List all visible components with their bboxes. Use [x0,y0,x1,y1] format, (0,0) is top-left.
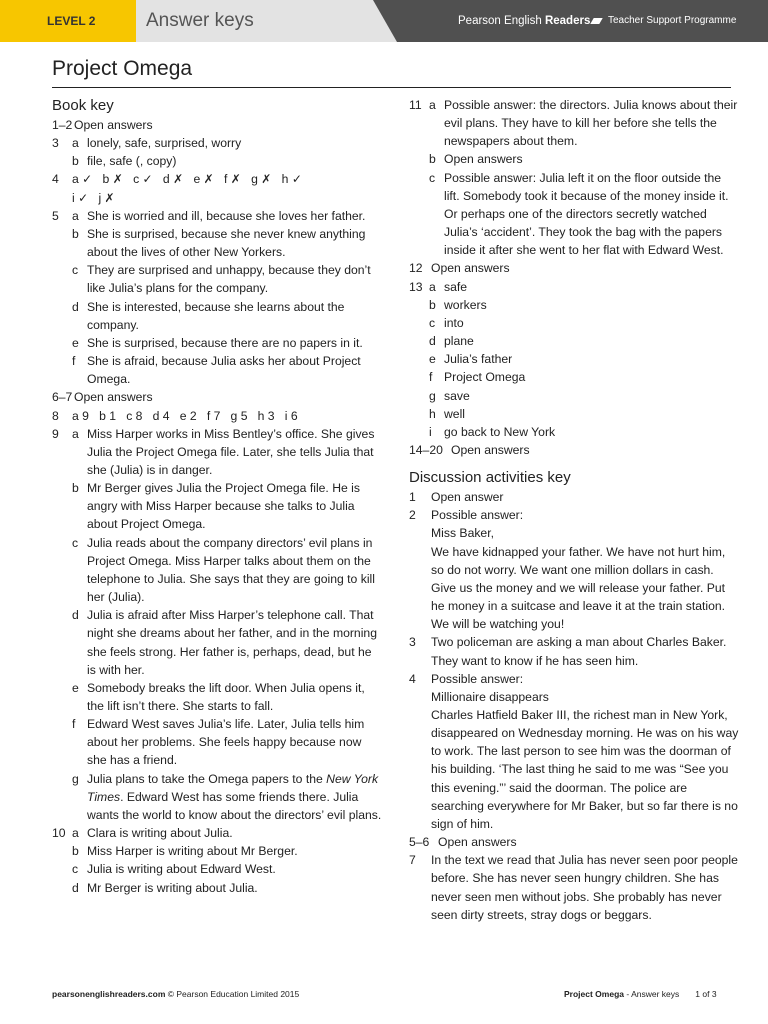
answer-letter: c [429,315,436,330]
answer-text: Open answers [451,442,530,457]
brand-name-a: Pearson English [458,15,545,27]
answer-9f [52,715,382,769]
answer-letter: d [429,334,436,349]
answer-letter: c [72,263,79,278]
answer-letter: d [72,880,79,895]
answer-text: She is surprised, because she never knew anything about the lives of other New Yorkers. [87,226,366,260]
answer-number: 12 [409,261,423,276]
answer-number: 3 [52,136,59,151]
footer-copyright: © Pearson Education Limited 2015 [165,989,300,999]
answer-5b [52,225,382,261]
answer-number: 1–2 [52,118,73,132]
answer-text: She is surprised, because there are no papers in it. [87,335,363,350]
answer-text: She is interested, because she learns about the company. [87,299,345,332]
article-headline: Millionaire disappears [431,689,549,704]
answer-text: Somebody breaks the lift door. When Julia opens it, the lift isn’t there. She starts to fall. [87,680,365,713]
answer-number: 2 [409,508,416,523]
answer-10d [52,879,382,897]
answer-5f [52,352,382,388]
answer-text: workers [444,297,487,312]
answer-14-20 [409,441,739,459]
answer-9e [52,679,382,715]
answer-3b [52,152,382,170]
answer-11b [409,150,739,168]
answer-letter: c [72,862,79,877]
answer-letter: e [72,680,79,695]
discussion-1 [409,488,739,506]
answer-letter: a [429,279,436,294]
brand-name-b: Readers [544,15,591,27]
answer-6-7 [52,388,382,406]
answer-text: Julia is afraid after Miss Harper’s telephone call. That night she dreams about her father, and in the morning she feels strong. Her father is, perhaps, dead, but he is with her. [87,608,377,677]
answer-number: 9 [52,426,59,441]
answer-number: 7 [409,853,416,868]
answer-11c [409,169,739,260]
answer-13g [409,387,739,405]
answer-letter: c [72,535,79,550]
page-title: Project Omega [52,57,193,80]
answer-letter: f [429,370,433,385]
section-title: Answer keys [146,10,254,31]
answer-number: 1 [409,490,416,505]
answer-1-2 [52,116,382,134]
book-key-heading: Book key [52,97,114,114]
footer-section: - Answer keys [624,989,680,999]
answer-13c [409,314,739,332]
answer-letter: h [429,406,436,421]
discussion-4 [409,670,739,833]
answer-letter: b [72,154,79,169]
answer-text: Julia reads about the company directors’ evil plans in Project Omega. Miss Harper talks about them on the telephone to Julia. She says that they are going to kill her (Julia). [87,535,375,605]
answer-number: 4 [52,172,59,187]
answer-10c [52,860,382,878]
answer-letter: a [72,426,79,441]
discussion-7 [409,851,739,924]
answer-11a [409,96,739,150]
answer-4 [52,170,382,188]
answer-letter: d [72,299,79,314]
answer-text: i ✓ j ✗ [72,190,115,205]
answer-13b [409,296,739,314]
answer-text: Julia is writing about Edward West. [87,862,276,877]
answer-13i [409,423,739,441]
article-body: Charles Hatfield Baker III, the richest man in New York, disappeared on Wednesday morning. He was on his way to work. The last person to see him was the doorman of his building. ‘The last thing he said to me was “See you this evening.”’ said the doorman. The police are searching everywhere for Mr Baker, but so far there is no sign of him. [431,708,739,831]
answer-8 [52,407,382,425]
right-column [409,96,739,924]
answer-letter: d [72,608,79,623]
answer-number: 11 [409,98,422,112]
answer-text: Project Omega [444,370,526,385]
answer-3a [52,134,382,152]
answer-text: plane [444,334,474,349]
answer-text-pre: Julia plans to take the Omega papers to the [87,771,327,786]
answer-text: Mr Berger is writing about Julia. [87,880,258,895]
answer-number: 10 [52,826,66,841]
answer-text: into [444,315,464,330]
answer-13f [409,368,739,386]
answer-number: 14–20 [409,442,443,457]
readers-mark-icon [591,18,603,24]
page-number: 1 of 3 [695,989,717,999]
answer-number: 13 [409,279,423,294]
answer-number: 4 [409,671,416,686]
footer-book-title: Project Omega [564,989,624,999]
answer-5c [52,261,382,297]
answer-letter: g [429,388,436,403]
answer-text: Clara is writing about Julia. [87,826,233,841]
answer-text: Possible answer: [431,508,524,523]
answer-number: 5 [52,208,59,223]
answer-9b [52,479,382,533]
answer-text: She is worried and ill, because she loves her father. [87,208,366,223]
answer-text: Miss Harper works in Miss Bentley’s office. She gives Julia the Project Omega file. Later, she tells Julia that she (Julia) is in danger. [87,426,375,477]
answer-number: 5–6 [409,835,430,850]
answer-text-post: . Edward West has some friends there. Julia wants the world to know about the directors’ evil plans. [87,789,382,822]
answer-text: Open answer [431,490,504,505]
answer-text: a ✓ b ✗ c ✓ d ✗ e ✗ f ✗ g ✗ h ✓ [72,172,303,187]
answer-9d [52,606,382,679]
answer-5e [52,334,382,352]
answer-letter: b [429,152,436,167]
answer-letter: a [72,136,79,151]
answer-text: Possible answer: Julia left it on the floor outside the lift. Somebody took it because of the money inside it. Or perhaps one of the directors secretly watched Julia’s ‘accident’. They took the bag with the papers inside it after she went to her flat with Edward West. [444,170,729,258]
answer-13d [409,332,739,350]
discussion-3 [409,633,739,669]
answer-5d [52,298,382,334]
answer-9c [52,534,382,607]
letter-body: We have kidnapped your father. We have not hurt him, so do not worry. We want one million dollars in cash. Give us the money and we will release your father. Put he money in a suitcase and leave it at the train station. We will be watching you! [431,544,726,632]
answer-letter: i [429,424,432,439]
answer-letter: a [72,826,79,841]
answer-4-cont [52,189,382,207]
answer-9a [52,425,382,479]
letter-salutation: Miss Baker, [431,526,494,541]
answer-letter: a [429,98,436,112]
answer-text: Two policeman are asking a man about Charles Baker. They want to know if he has seen him. [431,635,727,668]
footer-site-link[interactable]: pearsonenglishreaders.com [52,989,166,999]
answer-letter: b [72,481,79,496]
answer-text: lonely, safe, surprised, worry [87,136,242,151]
answer-text: Edward West saves Julia’s life. Later, Julia tells him about her problems. She feels happy because now she has a friend. [87,717,365,768]
answer-letter: f [72,354,76,369]
answer-text: safe [444,279,468,294]
answer-text: a 9 b 1 c 8 d 4 e 2 f 7 g 5 h 3 i 6 [72,408,298,423]
answer-letter: b [72,844,79,859]
answer-text: Possible answer: [431,671,524,686]
answer-number: 3 [409,635,416,650]
discussion-5-6 [409,833,739,851]
answer-letter: e [429,352,436,367]
answer-text: Julia’s father [444,352,513,367]
discussion-heading: Discussion activities key [409,469,571,487]
programme-label: Teacher Support Programme [608,15,737,26]
left-column [52,96,382,897]
answer-text: They are surprised and unhappy, because they don’t like Julia’s plans for the company. [87,263,371,296]
answer-text: She is afraid, because Julia asks her about Project Omega. [87,354,361,387]
footer-right [564,989,717,999]
answer-12 [409,259,739,277]
answer-13e [409,350,739,368]
answer-letter: b [72,226,79,241]
answer-text: Open answers [444,152,523,167]
footer-left [52,989,299,999]
level-badge: LEVEL 2 [0,0,136,42]
answer-letter: f [72,717,76,732]
answer-13h [409,405,739,423]
answer-text: well [444,406,465,421]
discussion-2 [409,506,739,633]
answer-letter: g [72,771,79,786]
answer-10b [52,842,382,860]
answer-letter: c [429,170,436,185]
answer-9g [52,770,382,824]
brand-name [458,0,607,42]
answer-number: 6–7 [52,390,73,405]
answer-10a [52,824,382,842]
answer-5a [52,207,382,225]
answer-text: save [444,388,470,403]
answer-number: 8 [52,408,59,423]
answer-text: Mr Berger gives Julia the Project Omega file. He is angry with Miss Harper because she talks to Julia about Project Omega. [87,481,360,532]
answer-text: In the text we read that Julia has never seen poor people before. She has never seen hungry children. She has never seen men without jobs. She probably has never seen dirty streets, stray dogs or beggars. [431,853,738,922]
answer-letter: a [72,208,79,223]
newspaper-title: New York Times [87,771,379,804]
answer-text: go back to New York [444,424,556,439]
answer-text: Open answers [431,261,510,276]
answer-text: file, safe (, copy) [87,154,177,169]
answer-letter: e [72,335,79,350]
answer-text: Open answers [74,118,153,132]
answer-text: Open answers [438,835,517,850]
answer-letter: b [429,297,436,312]
answer-text: Miss Harper is writing about Mr Berger. [87,844,298,859]
title-rule [52,87,731,88]
answer-13a [409,278,739,296]
answer-text: Possible answer: the directors. Julia knows about their evil plans. They have to kill her before she tells the newspapers about them. [444,98,738,149]
answer-text: Open answers [74,390,153,405]
answer-text [87,770,382,824]
